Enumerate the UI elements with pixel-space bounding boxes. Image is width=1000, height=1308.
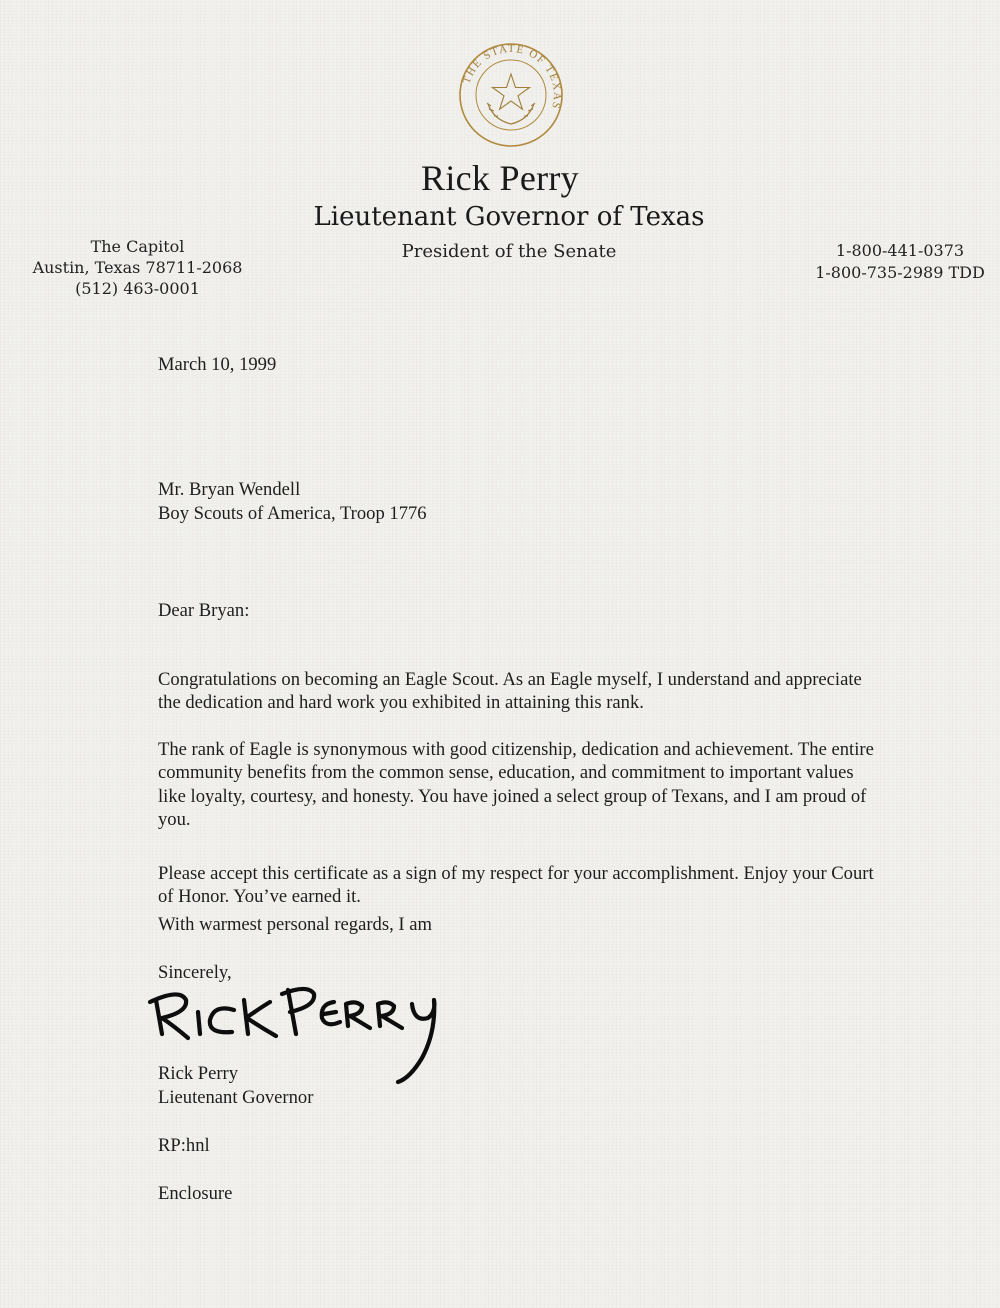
body-paragraph: The rank of Eagle is synonymous with good citizenship, dedication and achievement. The entire community benefits from the common sense, education, and commitment to important values like loyalty, courtesy, and honesty. You have joined a select group of Texans, and I am proud of you. bbox=[158, 738, 874, 831]
signer-name: Rick Perry bbox=[158, 1063, 239, 1084]
phone-line: 1-800-735-2989 TDD bbox=[815, 263, 985, 282]
address-line: (512) 463-0001 bbox=[75, 279, 200, 298]
phone-line: 1-800-441-0373 bbox=[835, 241, 965, 260]
body-paragraph: Please accept this certificate as a sign of my respect for your accomplishment. Enjoy your Court of Honor. You’ve earned it. bbox=[158, 862, 874, 908]
address-line: Austin, Texas 78711-2068 bbox=[32, 258, 243, 277]
reference-initials: RP:hnl bbox=[158, 1135, 210, 1156]
letter-date: March 10, 1999 bbox=[158, 354, 277, 375]
body-paragraph: Congratulations on becoming an Eagle Scout. As an Eagle myself, I understand and appreciate the dedication and hard work you exhibited in attaining this rank. bbox=[158, 668, 862, 714]
recipient-line: Boy Scouts of America, Troop 1776 bbox=[158, 502, 427, 524]
salutation: Dear Bryan: bbox=[158, 600, 250, 621]
enclosure-note: Enclosure bbox=[158, 1183, 233, 1204]
letterhead-address bbox=[20, 236, 255, 299]
recipient-line: Mr. Bryan Wendell bbox=[158, 479, 301, 500]
texas-state-seal bbox=[458, 42, 564, 148]
signer-block bbox=[158, 1062, 878, 1109]
recipient-block bbox=[158, 478, 878, 525]
closing-line: With warmest personal regards, I am bbox=[158, 914, 432, 935]
seal-ring-text: THE STATE OF TEXAS bbox=[460, 42, 564, 112]
letterhead-name: Rick Perry bbox=[421, 158, 579, 198]
address-line: The Capitol bbox=[90, 237, 185, 256]
letterhead-phones bbox=[800, 240, 1000, 284]
signer-title: Lieutenant Governor bbox=[158, 1086, 314, 1108]
sign-off: Sincerely, bbox=[158, 962, 232, 983]
letterhead-title: Lieutenant Governor of Texas bbox=[313, 202, 705, 232]
letterhead-subtitle: President of the Senate bbox=[401, 241, 617, 262]
